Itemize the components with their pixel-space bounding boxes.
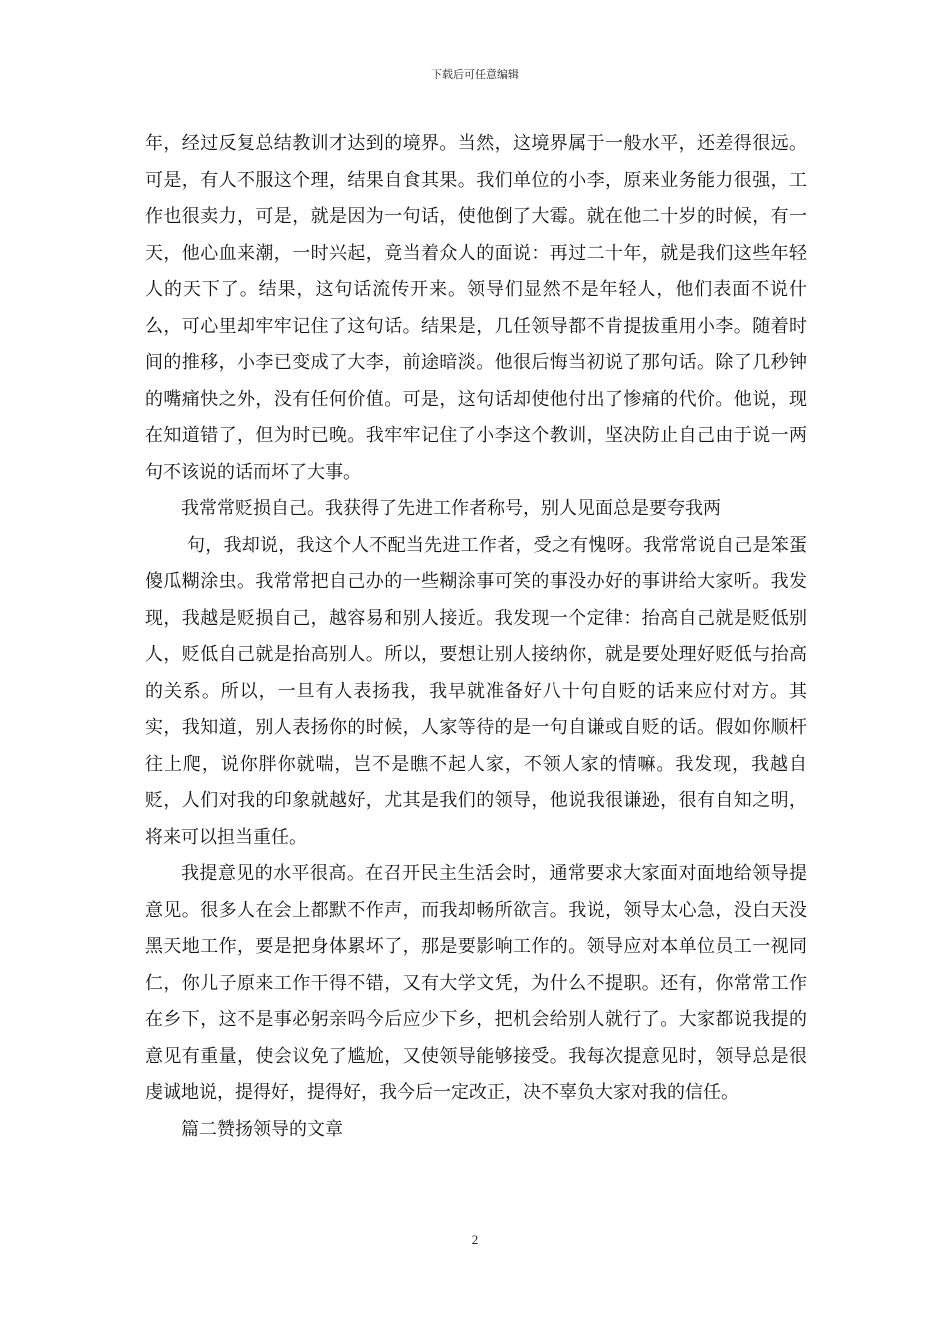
page-header: 下载后可任意编辑 xyxy=(431,68,519,81)
section-heading: 篇二赞扬领导的文章 xyxy=(181,1118,343,1140)
paragraph-2: 我常常贬损自己。我获得了先进工作者称号，别人见面总是要夸我两 xyxy=(181,498,721,519)
paragraph-1: 年，经过反复总结教训才达到的境界。当然，这境界属于一般水平，还差得很远。可是，有人不服这个理，结果自食其果。我们单位的小李，原来业务能力很强，工作也很卖力，可是，就是因为一句话，使他倒了大霉。就在他二十岁的时候，有一天，他心血来潮，一时兴起，竟当着众人的面说：再过二十年，就是我们这些年轻人的天下了。结果，这句话流传开来。领导们显然不是年轻人，他们表面不说什么，可心里却牢牢记住了这句话。结果是，几任领导都不肯提拔重用小李。随着时间的推移，小李已变成了大李，前途暗淡。他很后悔当初说了那句话。除了几秒钟的嘴痛快之外，没有任何价值。可是，这句话却使他付出了惨痛的代价。他说，现在知道错了，但为时已晚。我牢牢记住了小李这个教训，坚决防止自己由于说一两句不该说的话而坏了大事。 xyxy=(145,133,807,483)
document-body xyxy=(145,126,807,1148)
page-number: 2 xyxy=(471,1232,479,1247)
paragraph-3: 句，我却说，我这个人不配当先进工作者，受之有愧呀。我常常说自己是笨蛋傻瓜糊涂虫。我常常把自己办的一些糊涂事可笑的事没办好的事讲给大家听。我发现，我越是贬损自己，越容易和别人接近。我发现一个定律：抬高自己就是贬低别人，贬低自己就是抬高别人。所以，要想让别人接纳你，就是要处理好贬低与抬高的关系。所以，一旦有人表扬我，我早就准备好八十句自贬的话来应付对方。其实，我知道，别人表扬你的时候，人家等待的是一句自谦或自贬的话。假如你顺杆往上爬，说你胖你就喘，岂不是瞧不起人家，不领人家的情嘛。我发现，我越自贬，人们对我的印象就越好，尤其是我们的领导，他说我很谦逊，很有自知之明，将来可以担当重任。 xyxy=(145,534,807,848)
paragraph-4: 我提意见的水平很高。在召开民主生活会时，通常要求大家面对面地给领导提意见。很多人在会上都默不作声，而我却畅所欲言。我说，领导太心急，没白天没黑天地工作，要是把身体累坏了，那是要影响工作的。领导应对本单位员工一视同仁，你儿子原来工作干得不错，又有大学文凭，为什么不提职。还有，你常常工作在乡下，这不是事必躬亲吗今后应少下乡，把机会给别人就行了。大家都说我提的意见有重量，使会议免了尴尬，又使领导能够接受。我每次提意见时，领导总是很虔诚地说，提得好，提得好，我今后一定改正，决不辜负大家对我的信任。 xyxy=(145,863,807,1103)
